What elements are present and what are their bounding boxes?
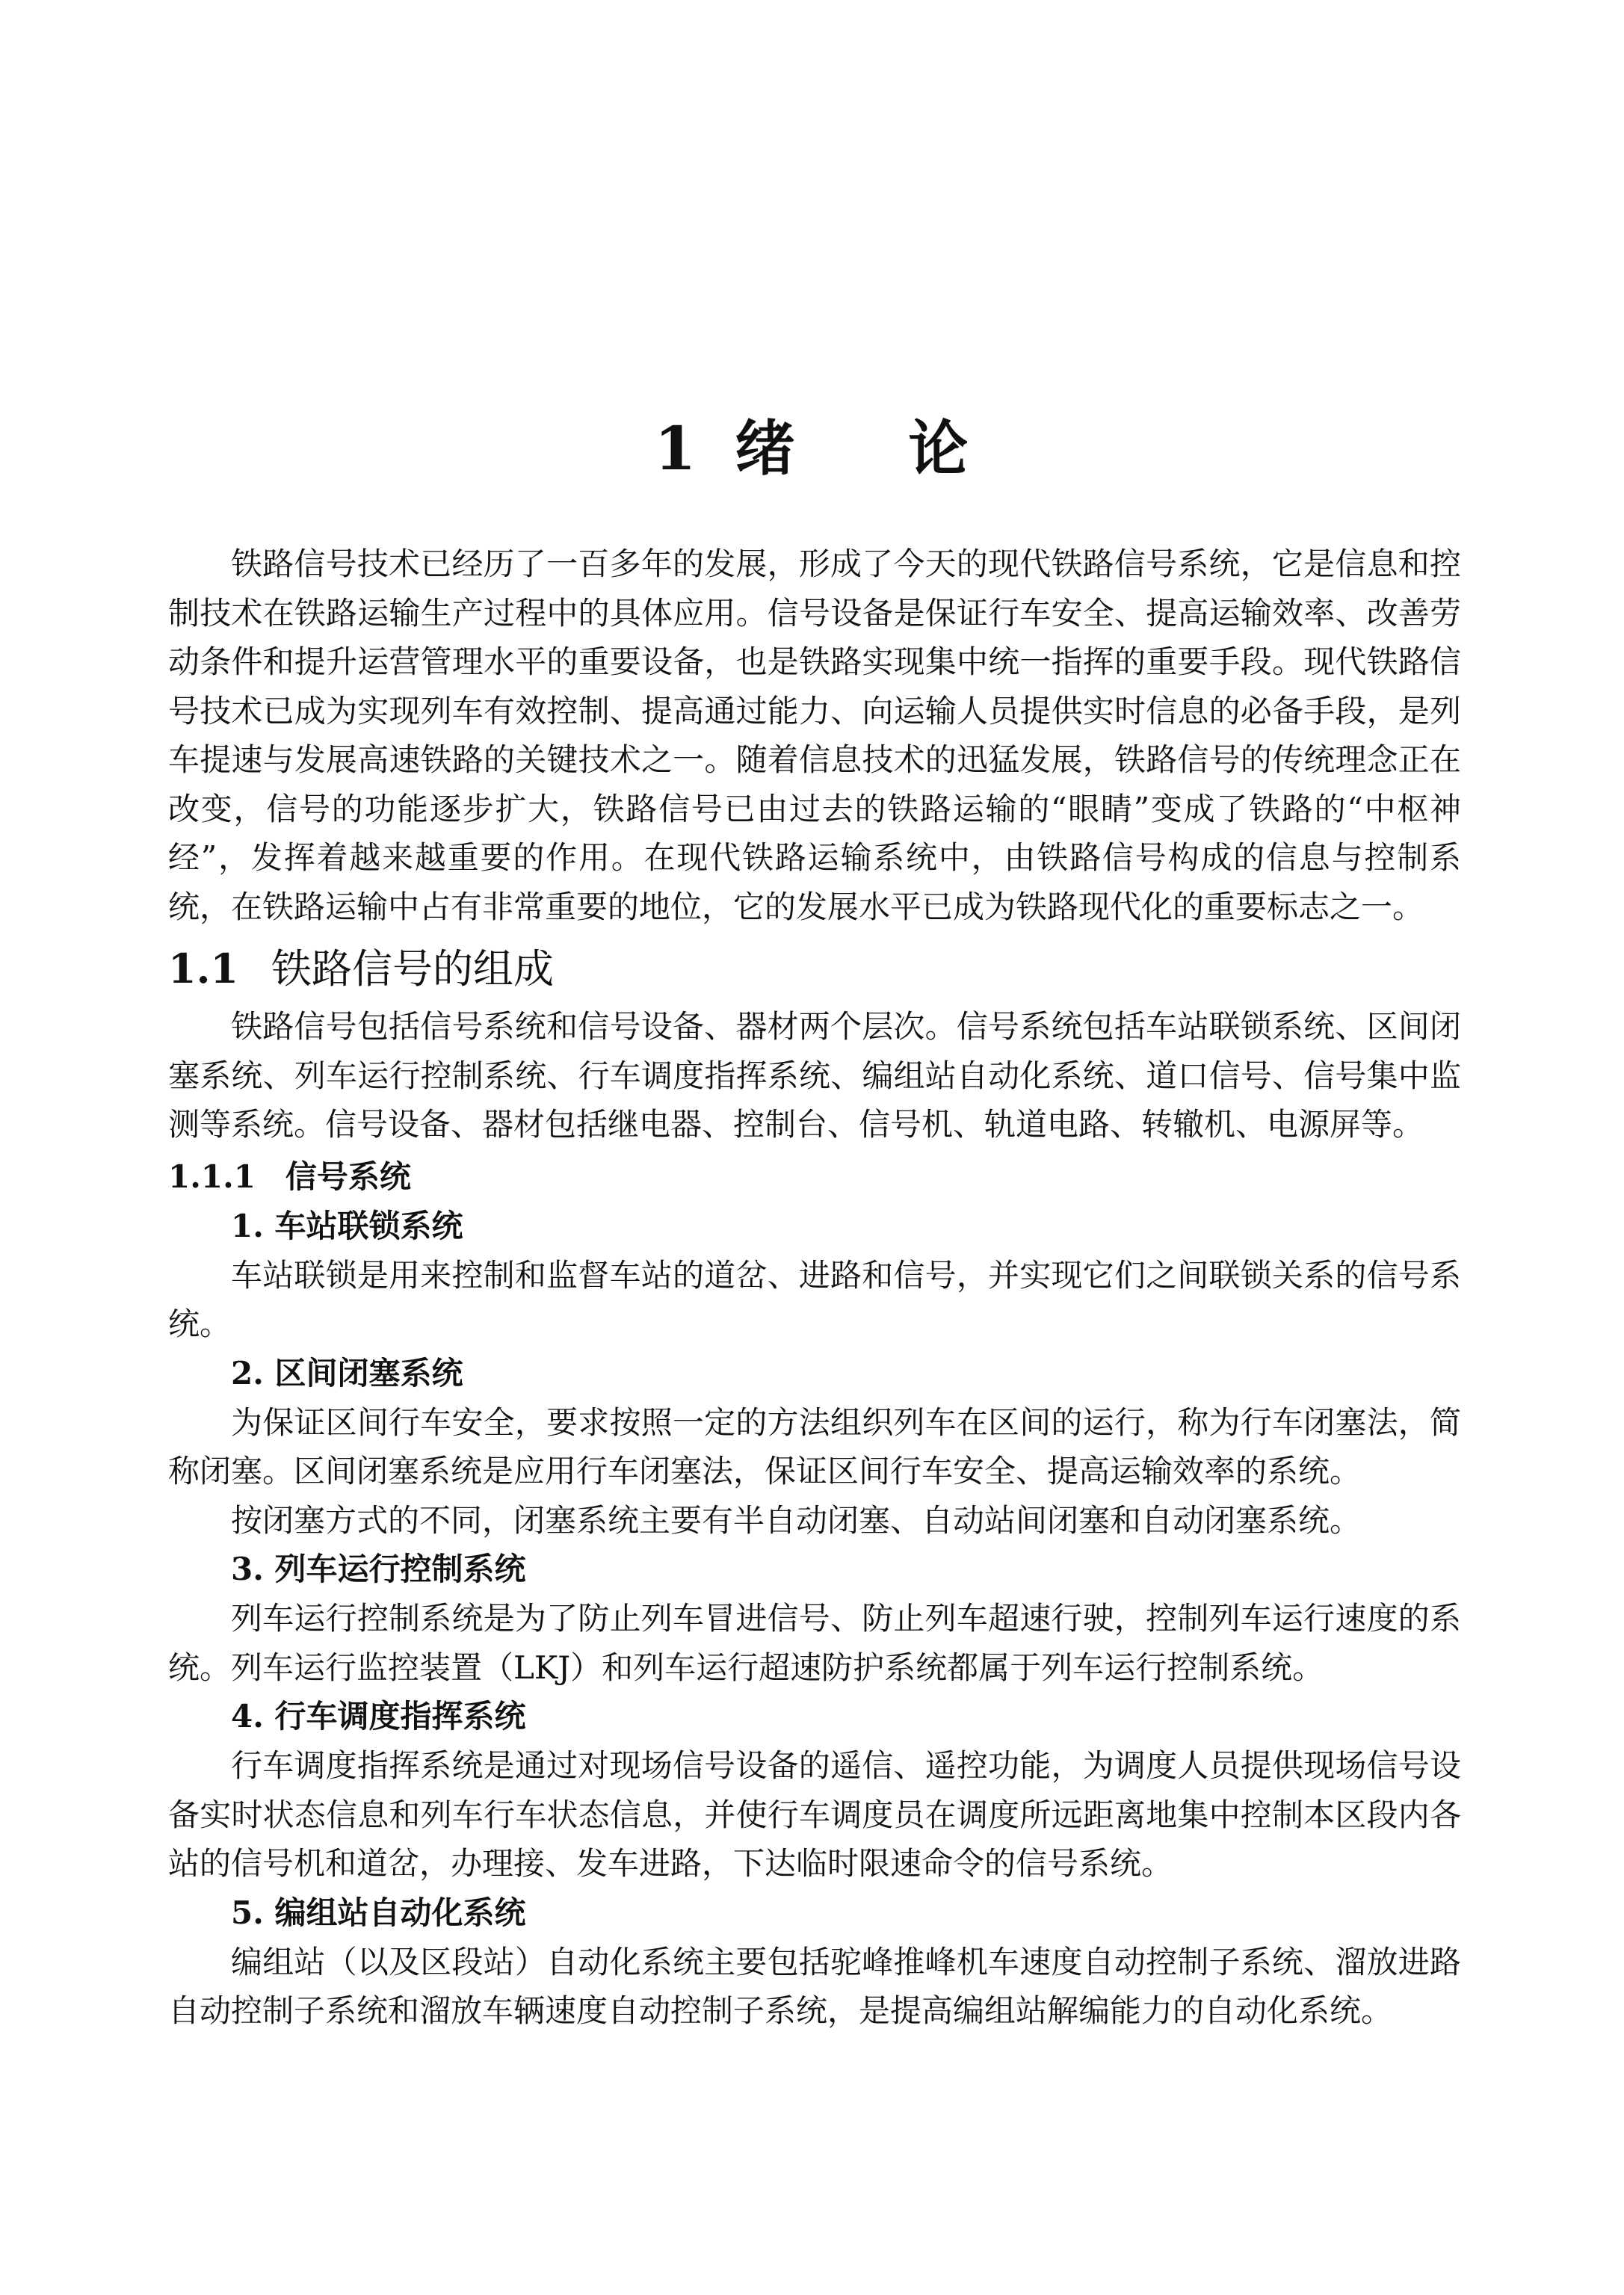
chapter-title-char-2: 论 bbox=[908, 413, 970, 484]
section-title: 铁路信号的组成 bbox=[271, 945, 554, 992]
chapter-number: 1 bbox=[654, 413, 698, 484]
body-content bbox=[168, 540, 1461, 2036]
item-heading-3: 3. 列车运行控制系统 bbox=[231, 1551, 526, 1587]
section-heading-1-1 bbox=[168, 939, 1461, 999]
item-paragraph: 为保证区间行车安全，要求按照一定的方法组织列车在区间的运行，称为行车闭塞法，简称闭塞。区间闭塞系统是应用行车闭塞法，保证区间行车安全、提高运输效率的系统。 bbox=[168, 1403, 1461, 1489]
item-heading-1: 1. 车站联锁系统 bbox=[231, 1207, 463, 1244]
chapter-title bbox=[0, 404, 1624, 493]
item-paragraph: 行车调度指挥系统是通过对现场信号设备的遥信、遥控功能，为调度人员提供现场信号设备实时状态信息和列车行车状态信息，并使行车调度员在调度所远距离地集中控制本区段内各站的信号机和道岔，办理接、发车进路，下达临时限速命令的信号系统。 bbox=[168, 1747, 1461, 1882]
item-paragraph: 按闭塞方式的不同，闭塞系统主要有半自动闭塞、自动站间闭塞和自动闭塞系统。 bbox=[231, 1501, 1362, 1539]
subsection-number: 1.1.1 bbox=[168, 1158, 256, 1195]
chapter-title-char-1: 绪 bbox=[735, 413, 797, 484]
section-number: 1.1 bbox=[168, 945, 238, 992]
item-paragraph: 编组站（以及区段站）自动化系统主要包括驼峰推峰机车速度自动控制子系统、溜放进路自动控制子系统和溜放车辆速度自动控制子系统，是提高编组站解编能力的自动化系统。 bbox=[168, 1943, 1461, 2029]
section-paragraph: 铁路信号包括信号系统和信号设备、器材两个层次。信号系统包括车站联锁系统、区间闭塞系统、列车运行控制系统、行车调度指挥系统、编组站自动化系统、道口信号、信号集中监测等系统。信号设备、器材包括继电器、控制台、信号机、轨道电路、转辙机、电源屏等。 bbox=[168, 1008, 1461, 1143]
item-heading-2: 2. 区间闭塞系统 bbox=[231, 1354, 463, 1391]
subsection-title: 信号系统 bbox=[285, 1158, 411, 1195]
item-paragraph: 车站联锁是用来控制和监督车站的道岔、进路和信号，并实现它们之间联锁关系的信号系统。 bbox=[168, 1256, 1461, 1342]
item-heading-4: 4. 行车调度指挥系统 bbox=[231, 1698, 526, 1735]
item-heading-5: 5. 编组站自动化系统 bbox=[231, 1894, 526, 1931]
intro-paragraph: 铁路信号技术已经历了一百多年的发展，形成了今天的现代铁路信号系统，它是信息和控制技术在铁路运输生产过程中的具体应用。信号设备是保证行车安全、提高运输效率、改善劳动条件和提升运营管理水平的重要设备，也是铁路实现集中统一指挥的重要手段。现代铁路信号技术已成为实现列车有效控制、提高通过能力、向运输人员提供实时信息的必备手段，是列车提速与发展高速铁路的关键技术之一。随着信息技术的迅猛发展，铁路信号的传统理念正在改变，信号的功能逐步扩大，铁路信号已由过去的铁路运输的“眼睛”变成了铁路的“中枢神经”，发挥着越来越重要的作用。在现代铁路运输系统中，由铁路信号构成的信息与控制系统，在铁路运输中占有非常重要的地位，它的发展水平已成为铁路现代化的重要标志之一。 bbox=[168, 546, 1461, 925]
item-paragraph: 列车运行控制系统是为了防止列车冒进信号、防止列车超速行驶，控制列车运行速度的系统。列车运行监控装置（LKJ）和列车运行超速防护系统都属于列车运行控制系统。 bbox=[168, 1600, 1461, 1686]
subsection-heading-1-1-1 bbox=[168, 1152, 1461, 1202]
